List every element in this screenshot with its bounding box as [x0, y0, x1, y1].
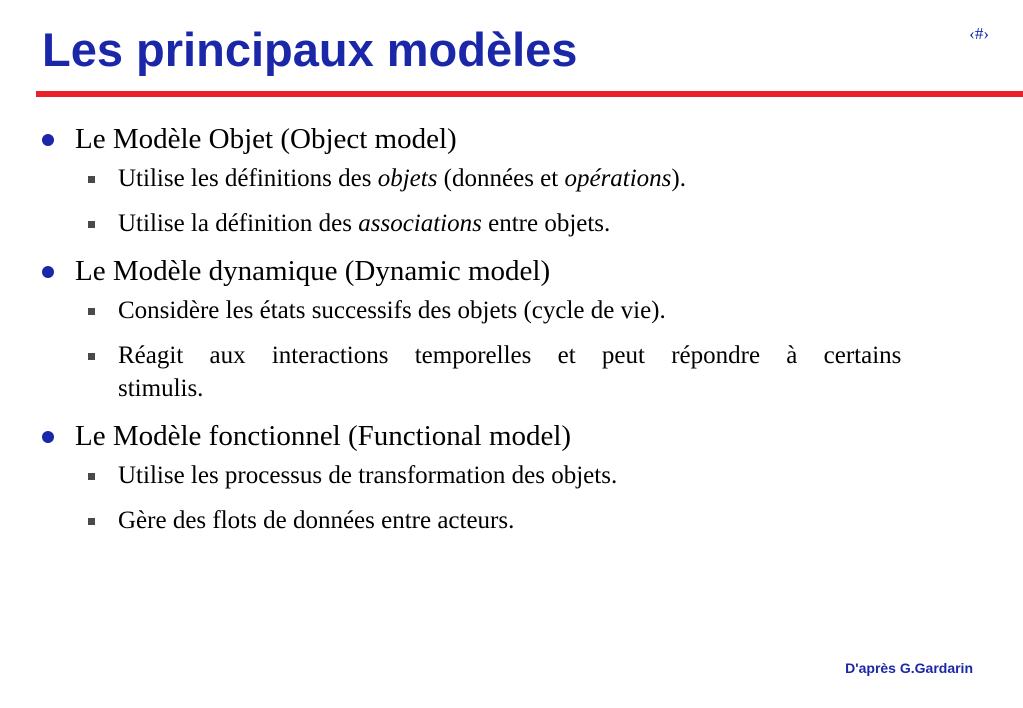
text-run: Utilise les définitions des: [118, 165, 378, 192]
square-bullet-icon: [88, 353, 95, 360]
text-run: (données et: [437, 165, 565, 192]
list-item-label: Le Modèle dynamique (Dynamic model): [75, 255, 551, 287]
sub-list: [42, 459, 984, 537]
bullet-dot-icon: [42, 134, 54, 146]
sub-item-text: Gère des flots de données entre acteurs.: [118, 507, 515, 534]
italic-term: associations: [358, 210, 482, 237]
list-item-label: Le Modèle fonctionnel (Functional model): [75, 420, 572, 452]
bullet-dot-icon: [42, 266, 54, 278]
list-item-dynamic-model: [42, 252, 984, 405]
sub-item-text: [118, 339, 984, 405]
title-divider: [36, 91, 1023, 97]
sub-item: [88, 162, 984, 195]
text-run: entre objets.: [481, 210, 611, 237]
sub-item-text: Considère les états successifs des objets (cycle de vie).: [118, 297, 666, 324]
bullet-dot-icon: [42, 431, 54, 443]
list-item-object-model: [42, 120, 984, 240]
sub-item-text: Utilise les processus de transformation des objets.: [118, 462, 618, 489]
square-bullet-icon: [88, 518, 95, 525]
bullet-list: [42, 120, 984, 549]
square-bullet-icon: [88, 308, 95, 315]
footer-credit: D'après G.Gardarin: [845, 660, 973, 676]
sub-item: [88, 294, 984, 327]
sub-item-text: [118, 162, 984, 195]
text-run: Utilise la définition des: [118, 210, 359, 237]
text-run: ).: [671, 165, 686, 192]
sub-list: [42, 294, 984, 405]
slide-title: Les principaux modèles: [42, 23, 578, 76]
square-bullet-icon: [88, 473, 95, 480]
italic-term: objets: [377, 165, 438, 192]
text-run: stimulis.: [118, 375, 204, 402]
square-bullet-icon: [88, 221, 95, 228]
square-bullet-icon: [88, 176, 95, 183]
text-run: Réagit aux interactions temporelles et peut répondre à certains: [118, 342, 902, 369]
sub-item: [88, 207, 984, 240]
list-item-functional-model: [42, 417, 984, 537]
sub-item: [88, 459, 984, 492]
italic-term: opérations: [564, 165, 672, 192]
sub-item-text: [118, 207, 984, 240]
sub-item: [88, 504, 984, 537]
list-item-label: Le Modèle Objet (Object model): [75, 123, 457, 155]
sub-item: [88, 339, 984, 405]
slide-number: ‹#›: [969, 24, 989, 43]
sub-list: [42, 162, 984, 240]
